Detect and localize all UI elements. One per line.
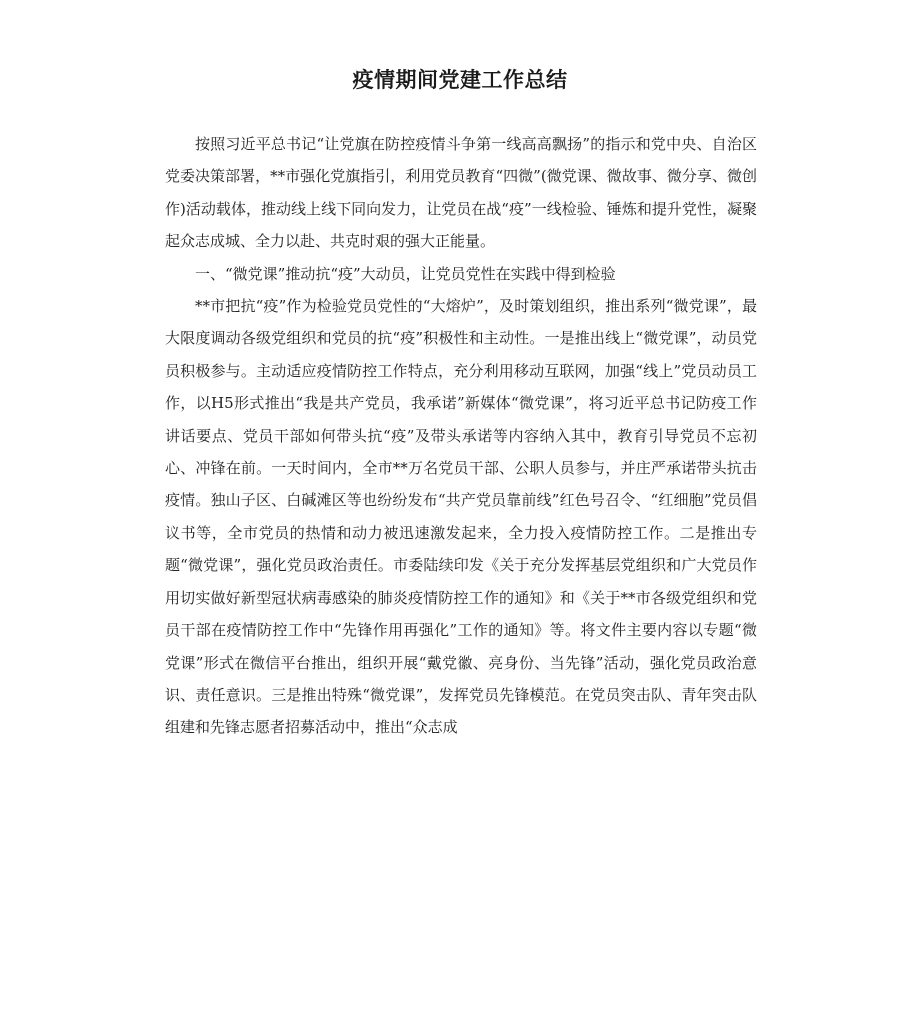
document-title: 疫情期间党建工作总结 — [352, 68, 568, 92]
section-heading-1: 一、“微党课”推动抗“疫”大动员，让党员党性在实践中得到检验 — [195, 264, 616, 283]
paragraph-section-1: **市把抗“疫”作为检验党员党性的“大熔炉”，及时策划组织，推出系列“微党课”，最大限度调动各级党组织和党员的抗“疫”积极性和主动性。一是推出线上“微党课”，动员党员积极参与。主动适应疫情防控工作特点，充分利用移动互联网，加强“线上”党员动员工作，以H5形式推出“我是共产党员，我承诺”新媒体“微党课”，将习近平总书记防疫工作讲话要点、党员干部如何带头抗“疫”及带头承诺等内容纳入其中，教育引导党员不忘初心、冲锋在前。一天时间内，全市**万名党员干部、公职人员参与，并庄严承诺带头抗击疫情。独山子区、白碱滩区等也纷纷发布“共产党员靠前线”红色号召令、“红细胞”党员倡议书等，全市党员的热情和动力被迅速激发起来，全力投入疫情防控工作。二是推出专题“微党课”，强化党员政治责任。市委陆续印发《关于充分发挥基层党组织和广大党员作用切实做好新型冠状病毒感染的肺炎疫情防控工作的通知》和《关于**市各级党组织和党员干部在疫情防控工作中“先锋作用再强化”工作的通知》等。将文件主要内容以专题“微党课”形式在微信平台推出，组织开展“戴党徽、亮身份、当先锋”活动，强化党员政治意识、责任意识。三是推出特殊“微党课”，发挥党员先锋模范。在党员突击队、青年突击队组建和先锋志愿者招募活动中，推出“众志成 — [165, 297, 757, 737]
document-body — [165, 128, 757, 744]
paragraph-intro: 按照习近平总书记“让党旗在防控疫情斗争第一线高高飘扬”的指示和党中央、自治区党委决策部署，**市强化党旗指引，利用党员教育“四微”(微党课、微故事、微分享、微创作)活动载体，推动线上线下同向发力，让党员在战“疫”一线检验、锤炼和提升党性，凝聚起众志成城、全力以赴、共克时艰的强大正能量。 — [165, 135, 757, 251]
